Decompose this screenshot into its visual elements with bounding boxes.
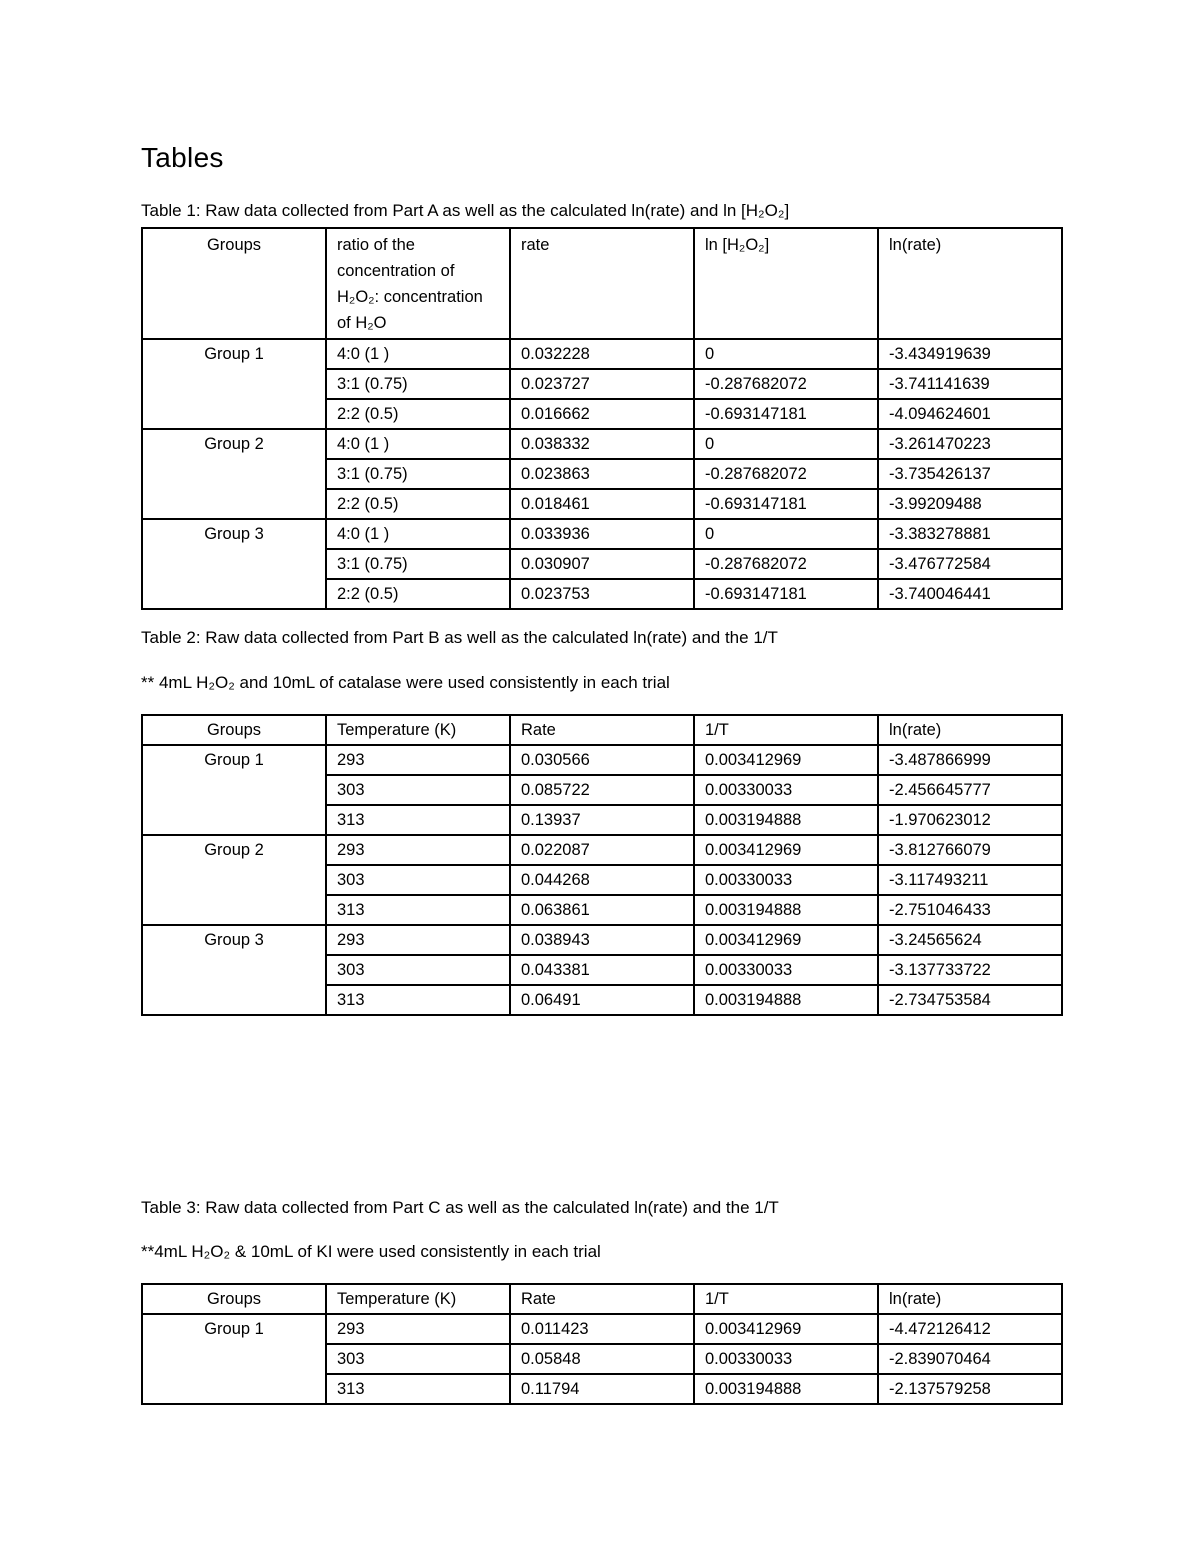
group-label: Group 1 — [142, 339, 326, 429]
table-row — [142, 519, 1062, 549]
table-cell: 303 — [326, 775, 510, 805]
table-cell: 313 — [326, 895, 510, 925]
table-cell: 0.06491 — [510, 985, 694, 1015]
table-cell: 0.044268 — [510, 865, 694, 895]
table-cell: -2.839070464 — [878, 1344, 1062, 1374]
table-cell: 313 — [326, 805, 510, 835]
table-cell: 2:2 (0.5) — [326, 489, 510, 519]
table-cell: 3:1 (0.75) — [326, 549, 510, 579]
column-header: 1/T — [694, 1284, 878, 1314]
table-cell: -0.693147181 — [694, 489, 878, 519]
table-row — [142, 429, 1062, 459]
table-header-row — [142, 1284, 1062, 1314]
table-cell: 2:2 (0.5) — [326, 399, 510, 429]
column-header: 1/T — [694, 715, 878, 745]
table-row — [142, 745, 1062, 775]
table-cell: 0.022087 — [510, 835, 694, 865]
column-header: ln(rate) — [878, 228, 1062, 339]
table-row — [142, 835, 1062, 865]
table2-caption: Table 2: Raw data collected from Part B as well as the calculated ln(rate) and the 1/T — [141, 628, 778, 647]
table-cell: -3.434919639 — [878, 339, 1062, 369]
table-row — [142, 925, 1062, 955]
table-cell: 0.085722 — [510, 775, 694, 805]
table-cell: -0.287682072 — [694, 369, 878, 399]
table-cell: -3.740046441 — [878, 579, 1062, 609]
column-header: Groups — [142, 228, 326, 339]
table-cell: 0.043381 — [510, 955, 694, 985]
table-cell: 0.032228 — [510, 339, 694, 369]
table-cell: 303 — [326, 865, 510, 895]
table-cell: -0.693147181 — [694, 579, 878, 609]
table-cell: 0.003194888 — [694, 895, 878, 925]
table-cell: 313 — [326, 1374, 510, 1404]
table-cell: 303 — [326, 955, 510, 985]
table-cell: 293 — [326, 1314, 510, 1344]
table-header-row — [142, 715, 1062, 745]
table-cell: -3.812766079 — [878, 835, 1062, 865]
column-header: Temperature (K) — [326, 1284, 510, 1314]
table3-note: **4mL H₂O₂ & 10mL of KI were used consistently in each trial — [141, 1242, 601, 1261]
table-cell: 0.003412969 — [694, 925, 878, 955]
table-cell: -2.137579258 — [878, 1374, 1062, 1404]
table-cell: -3.137733722 — [878, 955, 1062, 985]
table-cell: 4:0 (1 ) — [326, 339, 510, 369]
table-cell: -3.117493211 — [878, 865, 1062, 895]
table-header-row — [142, 228, 1062, 339]
column-header: Groups — [142, 1284, 326, 1314]
column-header: Groups — [142, 715, 326, 745]
table2 — [141, 714, 1063, 1016]
table-cell: -3.487866999 — [878, 745, 1062, 775]
column-header: ratio of the concentration of H₂O₂: concentration of H₂O — [326, 228, 510, 339]
table-cell: 293 — [326, 835, 510, 865]
table-cell: 0 — [694, 339, 878, 369]
column-header: ln(rate) — [878, 1284, 1062, 1314]
table-cell: 0.003412969 — [694, 835, 878, 865]
table-cell: 0.030566 — [510, 745, 694, 775]
table-cell: -4.094624601 — [878, 399, 1062, 429]
table-cell: -3.24565624 — [878, 925, 1062, 955]
table-cell: 4:0 (1 ) — [326, 519, 510, 549]
table-cell: 0.003194888 — [694, 985, 878, 1015]
page-title: Tables — [141, 142, 224, 173]
table-cell: -0.693147181 — [694, 399, 878, 429]
table-cell: 293 — [326, 745, 510, 775]
table3-caption: Table 3: Raw data collected from Part C as well as the calculated ln(rate) and the 1/T — [141, 1198, 779, 1217]
table-cell: 0.023753 — [510, 579, 694, 609]
group-label: Group 1 — [142, 1314, 326, 1404]
table-cell: -0.287682072 — [694, 549, 878, 579]
table-cell: 0.13937 — [510, 805, 694, 835]
table-cell: 0.00330033 — [694, 1344, 878, 1374]
table-cell: 4:0 (1 ) — [326, 429, 510, 459]
table-cell: 0.05848 — [510, 1344, 694, 1374]
table-cell: -3.99209488 — [878, 489, 1062, 519]
column-header: Temperature (K) — [326, 715, 510, 745]
table-cell: 313 — [326, 985, 510, 1015]
table-cell: -3.383278881 — [878, 519, 1062, 549]
table-cell: 0 — [694, 519, 878, 549]
table-cell: 3:1 (0.75) — [326, 459, 510, 489]
table-cell: 0.011423 — [510, 1314, 694, 1344]
table-cell: -3.476772584 — [878, 549, 1062, 579]
group-label: Group 2 — [142, 429, 326, 519]
table-cell: 0.00330033 — [694, 865, 878, 895]
table-cell: 0.038943 — [510, 925, 694, 955]
table-cell: 0.023727 — [510, 369, 694, 399]
table-cell: 0.016662 — [510, 399, 694, 429]
column-header: ln(rate) — [878, 715, 1062, 745]
table-cell: 0.00330033 — [694, 775, 878, 805]
column-header: Rate — [510, 1284, 694, 1314]
table-cell: -0.287682072 — [694, 459, 878, 489]
table-row — [142, 339, 1062, 369]
table2-note: ** 4mL H₂O₂ and 10mL of catalase were used consistently in each trial — [141, 673, 670, 692]
table-cell: -2.734753584 — [878, 985, 1062, 1015]
table-row — [142, 1314, 1062, 1344]
group-label: Group 1 — [142, 745, 326, 835]
table-cell: 0.003412969 — [694, 745, 878, 775]
table-cell: -3.735426137 — [878, 459, 1062, 489]
group-label: Group 3 — [142, 925, 326, 1015]
table-cell: -3.261470223 — [878, 429, 1062, 459]
table-cell: 0.003194888 — [694, 805, 878, 835]
table-cell: 0.003194888 — [694, 1374, 878, 1404]
column-header: ln [H₂O₂] — [694, 228, 878, 339]
table-cell: 0.11794 — [510, 1374, 694, 1404]
table1-caption: Table 1: Raw data collected from Part A as well as the calculated ln(rate) and ln [H₂O₂] — [141, 201, 790, 220]
table-cell: 0.00330033 — [694, 955, 878, 985]
table1 — [141, 227, 1063, 610]
table-cell: 0.030907 — [510, 549, 694, 579]
table-cell: 303 — [326, 1344, 510, 1374]
column-header: rate — [510, 228, 694, 339]
table-cell: 0.003412969 — [694, 1314, 878, 1344]
table-cell: 3:1 (0.75) — [326, 369, 510, 399]
table-cell: 2:2 (0.5) — [326, 579, 510, 609]
table-cell: -3.741141639 — [878, 369, 1062, 399]
table-cell: -4.472126412 — [878, 1314, 1062, 1344]
group-label: Group 3 — [142, 519, 326, 609]
table-cell: -1.970623012 — [878, 805, 1062, 835]
table-cell: 0.038332 — [510, 429, 694, 459]
table-cell: 0.018461 — [510, 489, 694, 519]
column-header: Rate — [510, 715, 694, 745]
table-cell: 0.023863 — [510, 459, 694, 489]
table-cell: 293 — [326, 925, 510, 955]
table-cell: 0 — [694, 429, 878, 459]
table-cell: 0.063861 — [510, 895, 694, 925]
table-cell: -2.751046433 — [878, 895, 1062, 925]
table-cell: -2.456645777 — [878, 775, 1062, 805]
table-cell: 0.033936 — [510, 519, 694, 549]
table3 — [141, 1283, 1063, 1405]
group-label: Group 2 — [142, 835, 326, 925]
